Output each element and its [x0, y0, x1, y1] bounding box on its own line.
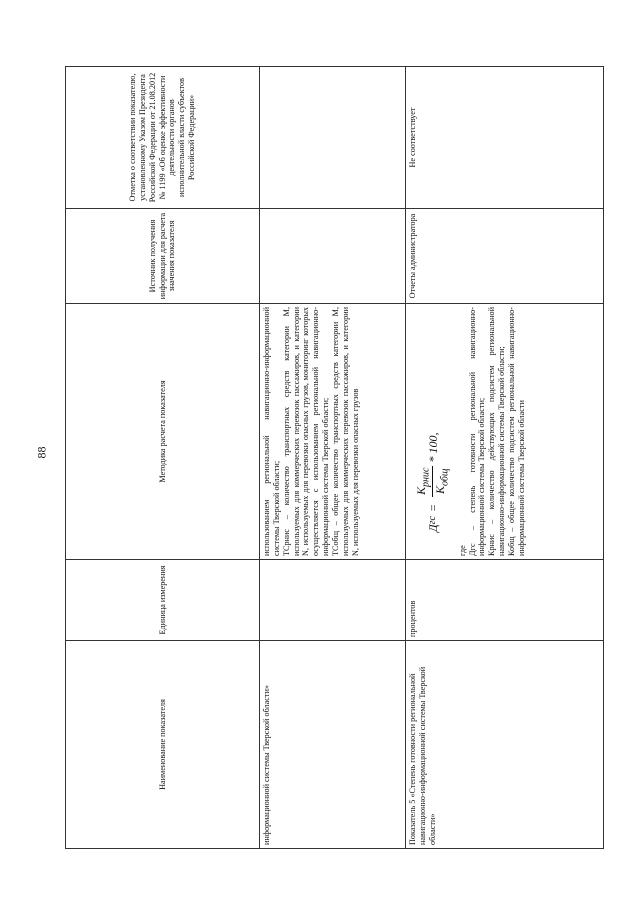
- table-row: [260, 67, 406, 849]
- method-line: ТСобщ – общее количество транспортных средств категории М, используемых для коммерческих перевозок пассажиров, и категории N, используемых для перевозки опасных грузов: [330, 307, 360, 556]
- continuation-unit: [260, 560, 406, 641]
- formula-den-sub: общ: [439, 468, 451, 486]
- header-decree: Отметка о соответствии показателю, установленному Указом Президента Российской Федерации от 21.08.2012 № 1199 «Об оценке эффективности деятельности органов исполнительной власти субъектов Российской Федерации»: [66, 67, 260, 209]
- method-line: Кобщ – общее количество подсистем региональной навигационно-информационной системы Тверской области: [507, 307, 526, 556]
- formula-num-sub: рнис: [420, 467, 432, 487]
- header-method: Методика расчета показателя: [66, 304, 260, 560]
- formula-num: К: [414, 486, 428, 495]
- formula-den: К: [433, 485, 448, 494]
- method-line: Дгс – степень готовности региональной навигационно-информационной системы Тверской области;: [467, 307, 487, 556]
- page-number: 88: [34, 446, 49, 459]
- indicator5-unit: процентов: [406, 560, 604, 641]
- formula: Д гс = $К_{рнис}$ $К_{общ}$ * 100,: [414, 432, 451, 532]
- table-header-row: [66, 67, 260, 849]
- indicator5-method: [406, 304, 604, 560]
- header-unit: Единица измерения: [66, 560, 260, 641]
- formula-fraction: [414, 466, 452, 497]
- indicator5-name: Показатель 5 «Степень готовности региональной навигационно-информационной системы Тверской области»: [406, 641, 604, 849]
- formula-lhs: Д: [425, 524, 440, 532]
- indicator5-decree: Не соответствует: [406, 67, 604, 209]
- indicator-table: [65, 66, 604, 849]
- continuation-decree: [260, 67, 406, 209]
- header-name: Наименование показателя: [66, 641, 260, 849]
- indicator-table-container: [65, 67, 603, 849]
- method-line: использованием региональной навигационно-информационной системы Тверской области;: [262, 307, 281, 556]
- formula-tail: * 100,: [425, 432, 440, 463]
- continuation-name: информационной системы Тверской области»: [260, 641, 406, 849]
- where-label: где: [457, 545, 467, 556]
- method-line: Крнис – количество действующих подсистем региональной навигационно-информационной системы Тверской области;: [487, 307, 507, 556]
- formula-lhs-sub: гс: [426, 516, 438, 525]
- continuation-method: [260, 304, 406, 560]
- continuation-source: [260, 209, 406, 304]
- header-source: Источник получения информации для расчета значения показателя: [66, 209, 260, 304]
- method-line: ТСрнис – количество транспортных средств категории М, используемых для коммерческих перевозок пассажиров, и категории N, используемых для перевозки опасных грузов, мониторинг которых осуществляется с использованием региональной навигационно-информационной системы Тверской области;: [281, 307, 331, 556]
- indicator5-source: Отчеты администратора: [406, 209, 604, 304]
- table-row: [406, 67, 604, 849]
